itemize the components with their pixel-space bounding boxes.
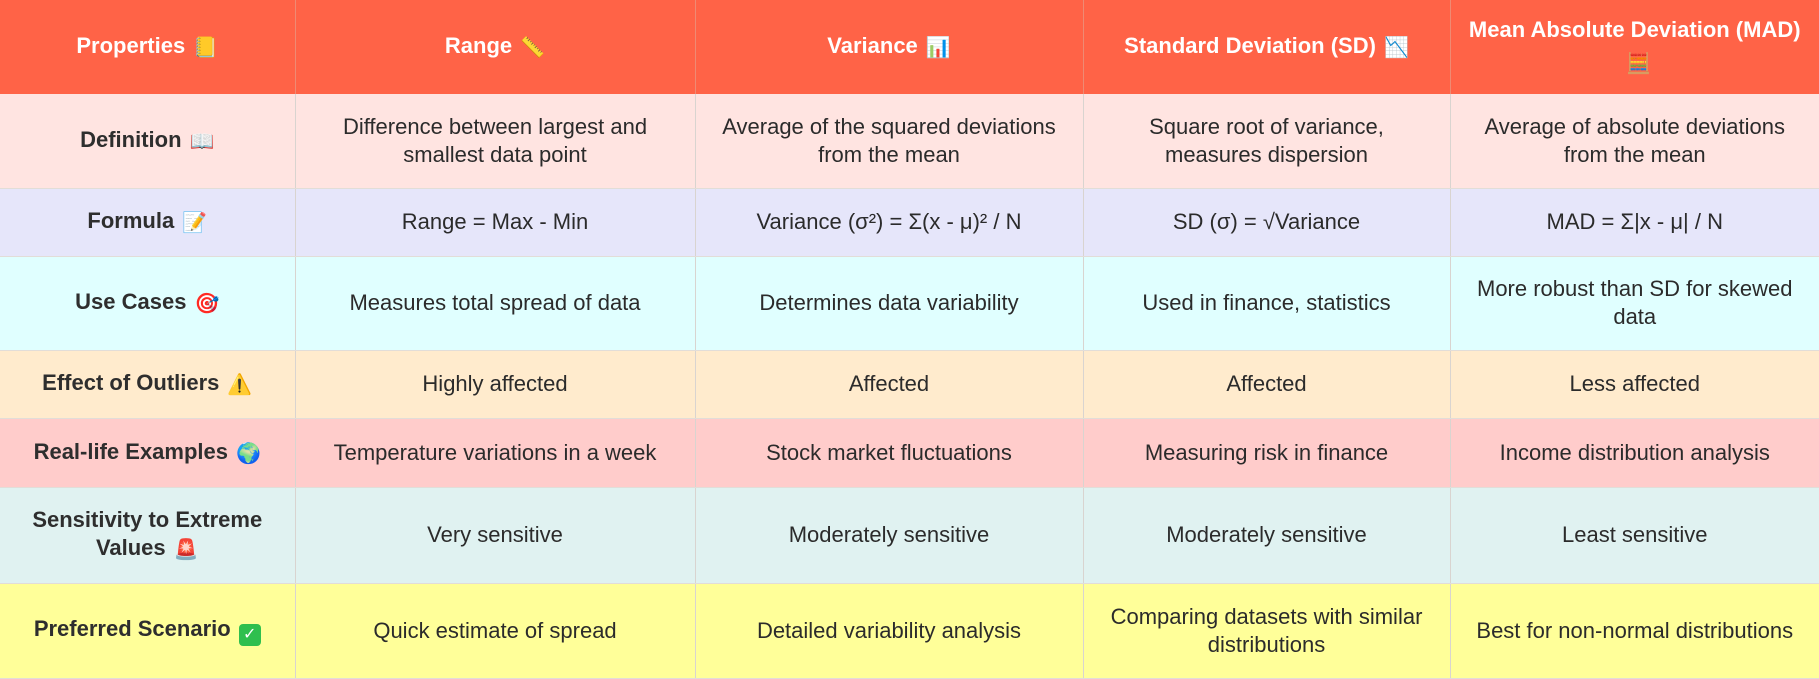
cell-sd: Comparing datasets with similar distributions <box>1083 583 1450 678</box>
table-header <box>0 0 1819 94</box>
cell-mad: Income distribution analysis <box>1450 418 1819 487</box>
row-effect-of-outliers <box>0 350 1819 418</box>
cell-sd: Used in finance, statistics <box>1083 256 1450 350</box>
row-preferred-scenario <box>0 583 1819 678</box>
target-icon: 🎯 <box>194 293 220 315</box>
row-formula <box>0 188 1819 256</box>
property-label: Preferred Scenario ✓ <box>0 583 295 678</box>
property-label: Effect of Outliers ⚠️ <box>0 350 295 418</box>
open-book-icon: 📖 <box>189 130 215 153</box>
property-label: Formula 📝 <box>0 188 295 256</box>
cell-sd: Square root of variance, measures dispersion <box>1083 94 1450 188</box>
cell-variance: Determines data variability <box>695 256 1083 350</box>
warning-icon: ⚠️ <box>227 374 253 396</box>
header-variance: Variance 📊 <box>695 0 1083 94</box>
globe-icon: 🌍 <box>236 442 261 465</box>
cell-mad: Less affected <box>1450 350 1819 418</box>
header-row <box>0 0 1819 94</box>
cell-sd: Affected <box>1083 350 1450 418</box>
row-definition <box>0 94 1819 188</box>
row-real-life-examples <box>0 418 1819 487</box>
cell-variance: Variance (σ²) = Σ(x - μ)² / N <box>695 188 1083 256</box>
cell-mad: Average of absolute deviations from the mean <box>1450 94 1819 188</box>
cell-range: Temperature variations in a week <box>295 418 695 487</box>
cell-variance: Stock market fluctuations <box>695 418 1083 487</box>
table-body <box>0 94 1819 678</box>
cell-mad: Best for non-normal distributions <box>1450 583 1819 678</box>
cell-range: Very sensitive <box>295 487 695 583</box>
check-mark-icon: ✓ <box>239 624 261 646</box>
header-standard-deviation: Standard Deviation (SD) 📉 <box>1083 0 1450 94</box>
cell-mad: MAD = Σ|x - μ| / N <box>1450 188 1819 256</box>
property-label: Use Cases 🎯 <box>0 256 295 350</box>
siren-icon: 🚨 <box>173 539 199 561</box>
cell-variance: Detailed variability analysis <box>695 583 1083 678</box>
cell-range: Highly affected <box>295 350 695 418</box>
row-sensitivity <box>0 487 1819 583</box>
cell-variance: Average of the squared deviations from the mean <box>695 94 1083 188</box>
cell-variance: Affected <box>695 350 1083 418</box>
cell-sd: SD (σ) = √Variance <box>1083 188 1450 256</box>
notebook-icon: 📒 <box>193 37 219 59</box>
cell-range: Measures total spread of data <box>295 256 695 350</box>
header-mad: Mean Absolute Deviation (MAD)🧮 <box>1450 0 1819 94</box>
chart-decreasing-icon: 📉 <box>1383 37 1409 59</box>
header-range: Range 📏 <box>295 0 695 94</box>
property-label: Sensitivity to Extreme Values 🚨 <box>0 487 295 583</box>
row-use-cases <box>0 256 1819 350</box>
cell-mad: Least sensitive <box>1450 487 1819 583</box>
cell-mad: More robust than SD for skewed data <box>1450 256 1819 350</box>
cell-range: Range = Max - Min <box>295 188 695 256</box>
cell-range: Difference between largest and smallest data point <box>295 94 695 188</box>
memo-icon: 📝 <box>182 212 208 234</box>
bar-chart-icon: 📊 <box>925 37 951 59</box>
cell-sd: Measuring risk in finance <box>1083 418 1450 487</box>
ruler-icon: 📏 <box>520 37 546 59</box>
cell-variance: Moderately sensitive <box>695 487 1083 583</box>
header-properties: Properties 📒 <box>0 0 295 94</box>
abacus-icon: 🧮 <box>1626 53 1652 75</box>
cell-sd: Moderately sensitive <box>1083 487 1450 583</box>
property-label: Real-life Examples 🌍 <box>0 418 295 487</box>
cell-range: Quick estimate of spread <box>295 583 695 678</box>
property-label: Definition 📖 <box>0 94 295 188</box>
